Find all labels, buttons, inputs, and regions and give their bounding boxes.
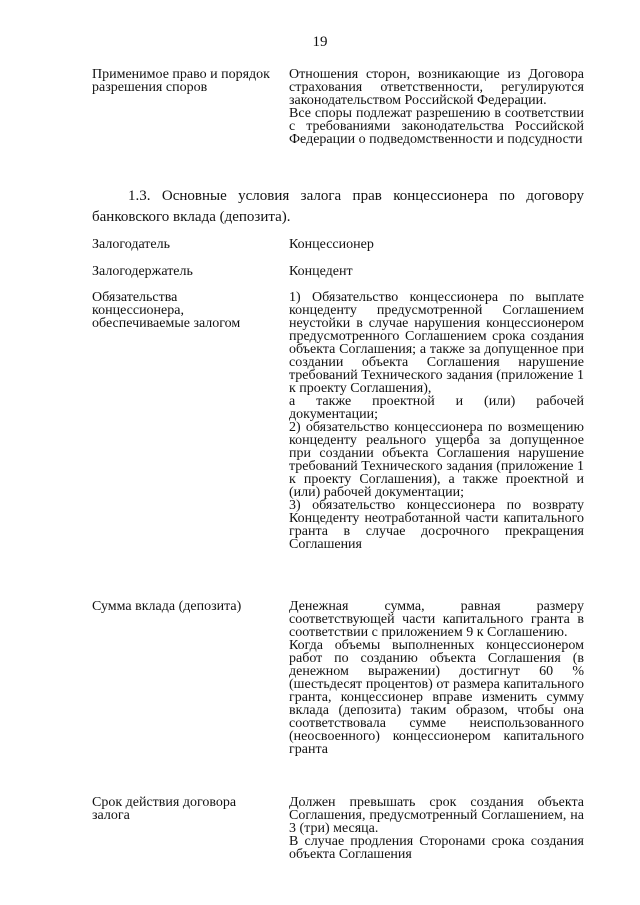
obligations-paragraph-1: 1) Обязательство концессионера по выплате концеденту предусмотренной Соглашением неустойки в случае нарушения концессионером предусмотренного Соглашением срока создания объекта Соглашения; а также за допущенное при создании объекта Соглашения нарушение требований Технического задания (приложение 1 к проекту Соглашения), [289,290,584,396]
obligations-paragraph-3: 2) обязательство концессионера по возмещению концеденту реального ущерба за допущенное при создании объекта Соглашения нарушение требований Технического задания (приложение 1 к проекту Соглашения), а также проектной и (или) рабочей документации; [289,420,584,500]
page-number: 19 [312,34,328,50]
deposit-amount-paragraph-2: Когда объемы выполненных концессионером работ по созданию объекта Соглашения (в денежном выражении) достигнут 60 % (шестьдесят процентов) от размера капитального гранта, концессионер вправе изменить сумму вклада (депозита) таким образом, чтобы она соответствовала сумме неиспользованного (неосвоенного) концессионером капитального гранта [289,638,584,757]
applicable-law-value [289,68,584,146]
pledge-term-paragraph-2: В случае продления Сторонами срока создания объекта Соглашения [289,834,584,862]
pledge-term-paragraph-1: Должен превышать срок создания объекта Соглашения, предусмотренный Соглашением, на 3 (три) месяца. [289,795,584,836]
pledgor-label: Залогодатель [92,237,171,252]
pledgee-value: Концедент [289,264,353,279]
deposit-amount-paragraph-1: Денежная сумма, равная размеру соответствующей части капитального гранта в соответствии с приложением 9 к Соглашению. [289,599,584,640]
deposit-amount-label: Сумма вклада (депозита) [92,599,242,614]
applicable-law-paragraph-1: Отношения сторон, возникающие из Договора страхования ответственности, регулируются законодательством Российской Федерации. [289,67,584,108]
applicable-law-label: Применимое право и порядок разрешения споров [92,67,270,95]
deposit-amount-value [289,600,584,756]
section-heading: 1.3. Основные условия залога прав концессионера по договору банковского вклада (депозита). [92,188,584,225]
pledgee-label: Залогодержатель [92,264,193,279]
pledge-term-value [289,796,584,861]
obligations-paragraph-2: а также проектной и (или) рабочей документации; [289,394,584,422]
obligations-paragraph-4: 3) обязательство концессионера по возврату Концеденту неотработанной части капитального гранта в случае досрочного прекращения Соглашения [289,498,584,552]
obligations-value [289,291,584,551]
pledgor-value: Концессионер [289,237,374,252]
pledge-term-label: Срок действия договора залога [92,795,237,823]
obligations-label: Обязательства концессионера, обеспечиваемые залогом [92,290,241,331]
applicable-law-paragraph-2: Все споры подлежат разрешению в соответствии с требованиями законодательства Российской Федерации о подведомственности и подсудности [289,106,584,147]
